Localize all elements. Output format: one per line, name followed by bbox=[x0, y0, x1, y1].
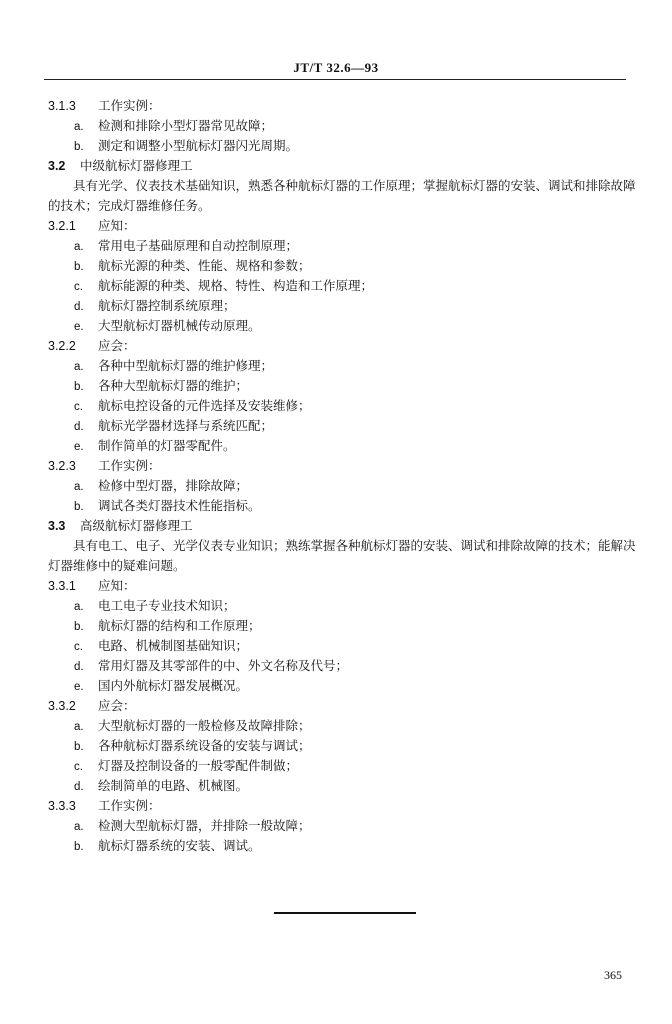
item-text: 各种航标灯器系统设备的安装与调试； bbox=[98, 738, 311, 753]
section-number: 3.2.2 bbox=[48, 339, 76, 353]
item-marker: c. bbox=[74, 401, 83, 413]
section-title: 高级航标灯器修理工 bbox=[80, 518, 193, 533]
list-item bbox=[48, 676, 638, 696]
item-text: 航标灯器系统的安装、调试。 bbox=[98, 838, 261, 853]
item-text: 航标光学器材选择与系统匹配； bbox=[98, 418, 274, 433]
section-number: 3.2.1 bbox=[48, 219, 76, 233]
section-heading bbox=[48, 796, 638, 816]
item-text: 调试各类灯器技术性能指标。 bbox=[98, 498, 261, 513]
list-item bbox=[48, 116, 638, 136]
item-marker: a. bbox=[74, 821, 84, 833]
section-number: 3.2 bbox=[48, 159, 66, 173]
item-marker: a. bbox=[74, 481, 84, 493]
item-marker: d. bbox=[74, 301, 84, 313]
list-item bbox=[48, 616, 638, 636]
section-title: 工作实例： bbox=[98, 458, 161, 473]
list-item bbox=[48, 636, 638, 656]
list-item bbox=[48, 376, 638, 396]
item-marker: d. bbox=[74, 781, 84, 793]
section-heading bbox=[48, 516, 638, 536]
list-item bbox=[48, 836, 638, 856]
section-number: 3.2.3 bbox=[48, 459, 76, 473]
item-marker: a. bbox=[74, 601, 84, 613]
item-marker: a. bbox=[74, 121, 84, 133]
list-item bbox=[48, 236, 638, 256]
item-marker: b. bbox=[74, 381, 84, 393]
section-number: 3.3.1 bbox=[48, 579, 76, 593]
list-item bbox=[48, 756, 638, 776]
list-item bbox=[48, 136, 638, 156]
item-text: 检测大型航标灯器，并排除一般故障； bbox=[98, 818, 311, 833]
item-text: 灯器及控制设备的一般零配件制做； bbox=[98, 758, 299, 773]
section-paragraph: 具有电工、电子、光学仪表专业知识；熟练掌握各种航标灯器的安装、调试和排除故障的技术；能解决灯器维修中的疑难问题。 bbox=[48, 538, 636, 573]
item-text: 检测和排除小型灯器常见故障； bbox=[98, 118, 274, 133]
section-title: 中级航标灯器修理工 bbox=[80, 158, 193, 173]
section-number: 3.1.3 bbox=[48, 99, 76, 113]
item-text: 航标能源的种类、规格、特性、构造和工作原理； bbox=[98, 278, 374, 293]
item-text: 电工电子专业技术知识； bbox=[98, 598, 236, 613]
section-heading bbox=[48, 696, 638, 716]
item-text: 各种中型航标灯器的维护修理； bbox=[98, 358, 274, 373]
list-item bbox=[48, 356, 638, 376]
section-number: 3.3.3 bbox=[48, 799, 76, 813]
item-text: 常用灯器及其零部件的中、外文名称及代号； bbox=[98, 658, 349, 673]
item-text: 大型航标灯器的一般检修及故障排除； bbox=[98, 718, 311, 733]
section-paragraph: 具有光学、仪表技术基础知识，熟悉各种航标灯器的工作原理；掌握航标灯器的安装、调试和排除故障的技术；完成灯器维修任务。 bbox=[48, 178, 636, 213]
item-text: 航标灯器的结构和工作原理； bbox=[98, 618, 261, 633]
header-rule bbox=[44, 79, 626, 80]
section-title: 应会： bbox=[98, 698, 136, 713]
item-text: 电路、机械制图基础知识； bbox=[98, 638, 249, 653]
item-marker: c. bbox=[74, 281, 83, 293]
item-marker: c. bbox=[74, 761, 83, 773]
list-item bbox=[48, 596, 638, 616]
list-item bbox=[48, 316, 638, 336]
list-item bbox=[48, 296, 638, 316]
list-item bbox=[48, 276, 638, 296]
item-marker: c. bbox=[74, 641, 83, 653]
item-marker: d. bbox=[74, 421, 84, 433]
section-title: 应知： bbox=[98, 578, 136, 593]
item-text: 航标电控设备的元件选择及安装维修； bbox=[98, 398, 311, 413]
list-item bbox=[48, 476, 638, 496]
item-marker: b. bbox=[74, 841, 84, 853]
item-text: 绘制简单的电路、机械图。 bbox=[98, 778, 249, 793]
list-item bbox=[48, 736, 638, 756]
section-heading bbox=[48, 576, 638, 596]
item-text: 国内外航标灯器发展概况。 bbox=[98, 678, 249, 693]
section-number: 3.3.2 bbox=[48, 699, 76, 713]
section-title: 工作实例： bbox=[98, 98, 161, 113]
section-title: 应知： bbox=[98, 218, 136, 233]
standard-code-header: JT/T 32.6—93 bbox=[293, 60, 379, 75]
list-item bbox=[48, 816, 638, 836]
end-of-text-rule bbox=[274, 912, 416, 914]
item-marker: a. bbox=[74, 721, 84, 733]
item-marker: e. bbox=[74, 681, 84, 693]
item-marker: d. bbox=[74, 661, 84, 673]
item-text: 航标光源的种类、性能、规格和参数； bbox=[98, 258, 311, 273]
item-text: 测定和调整小型航标灯器闪光周期。 bbox=[98, 138, 299, 153]
list-item bbox=[48, 496, 638, 516]
list-item bbox=[48, 776, 638, 796]
section-number: 3.3 bbox=[48, 519, 66, 533]
section-heading bbox=[48, 156, 638, 176]
item-marker: a. bbox=[74, 361, 84, 373]
item-text: 航标灯器控制系统原理； bbox=[98, 298, 236, 313]
item-marker: b. bbox=[74, 141, 84, 153]
page-number: 365 bbox=[604, 968, 622, 982]
document-body bbox=[48, 96, 638, 856]
item-marker: b. bbox=[74, 621, 84, 633]
item-marker: a. bbox=[74, 241, 84, 253]
list-item bbox=[48, 716, 638, 736]
item-marker: b. bbox=[74, 501, 84, 513]
item-text: 大型航标灯器机械传动原理。 bbox=[98, 318, 261, 333]
item-text: 各种大型航标灯器的维护； bbox=[98, 378, 249, 393]
list-item bbox=[48, 256, 638, 276]
section-heading bbox=[48, 336, 638, 356]
section-heading bbox=[48, 216, 638, 236]
item-marker: b. bbox=[74, 741, 84, 753]
list-item bbox=[48, 396, 638, 416]
item-marker: e. bbox=[74, 321, 84, 333]
item-text: 制作简单的灯器零配件。 bbox=[98, 438, 236, 453]
section-heading bbox=[48, 456, 638, 476]
section-heading bbox=[48, 96, 638, 116]
list-item bbox=[48, 416, 638, 436]
item-marker: b. bbox=[74, 261, 84, 273]
item-text: 常用电子基础原理和自动控制原理； bbox=[98, 238, 299, 253]
list-item bbox=[48, 436, 638, 456]
list-item bbox=[48, 656, 638, 676]
item-text: 检修中型灯器，排除故障； bbox=[98, 478, 249, 493]
item-marker: e. bbox=[74, 441, 84, 453]
section-title: 工作实例： bbox=[98, 798, 161, 813]
section-title: 应会： bbox=[98, 338, 136, 353]
